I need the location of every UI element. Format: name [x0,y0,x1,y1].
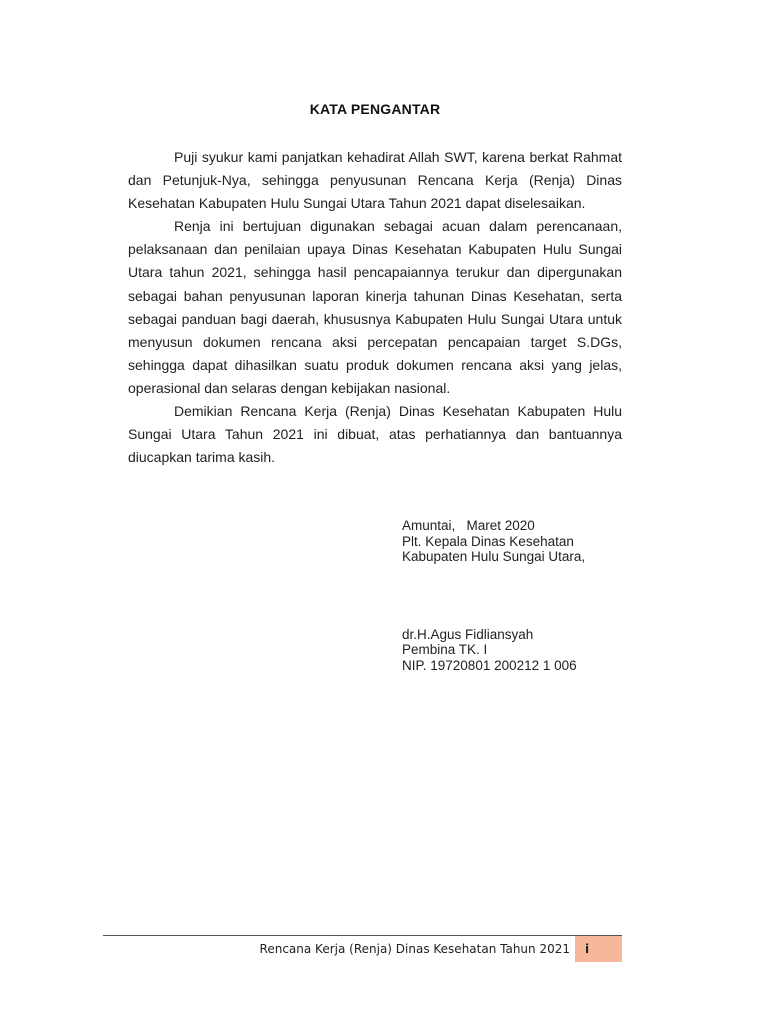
footer-divider [103,935,622,936]
body-text [128,146,622,469]
signature-position-line1: Plt. Kepala Dinas Kesehatan [402,533,574,549]
page-title: KATA PENGANTAR [309,101,441,117]
paragraph-1: Puji syukur kami panjatkan kehadirat Allah SWT, karena berkat Rahmat dan Petunjuk-Nya, sehingga penyusunan Rencana Kerja (Renja) Dinas Kesehatan Kabupaten Hulu Sungai Utara Tahun 2021 dapat diselesaikan. [128,149,622,212]
page-number: i [585,942,590,956]
signature-place-date: Amuntai, Maret 2020 [402,518,535,533]
signatory-rank: Pembina TK. I [402,642,488,657]
signature-block [402,518,585,673]
paragraph-2: Renja ini bertujuan digunakan sebagai acuan dalam perencanaan, pelaksanaan dan penilaian upaya Dinas Kesehatan Kabupaten Hulu Sungai Utara tahun 2021, sehingga hasil pencapaiannya terukur dan dipergunakan sebagai bahan penyusunan laporan kinerja tahunan Dinas Kesehatan, serta sebagai panduan bagi daerah, khususnya Kabupaten Hulu Sungai Utara untuk menyusun dokumen rencana aksi percepatan pencapaian target S.DGs, sehingga dapat dihasilkan suatu produk dokumen rencana aksi yang jelas, operasional dan selaras dengan kebijakan nasional. [128,218,622,396]
footer-running-title: Rencana Kerja (Renja) Dinas Kesehatan Tahun 2021 [259,942,570,956]
signatory-name: dr.H.Agus Fidliansyah [402,626,534,642]
signature-position-line2: Kabupaten Hulu Sungai Utara, [402,549,586,564]
signature-space [402,565,585,627]
signatory-nip: NIP. 19720801 200212 1 006 [402,657,577,673]
page-number-box [575,936,622,962]
paragraph-3: Demikian Rencana Kerja (Renja) Dinas Kesehatan Kabupaten Hulu Sungai Utara Tahun 2021 ini dibuat, atas perhatiannya dan bantuannya diucapkan tarima kasih. [128,403,622,466]
